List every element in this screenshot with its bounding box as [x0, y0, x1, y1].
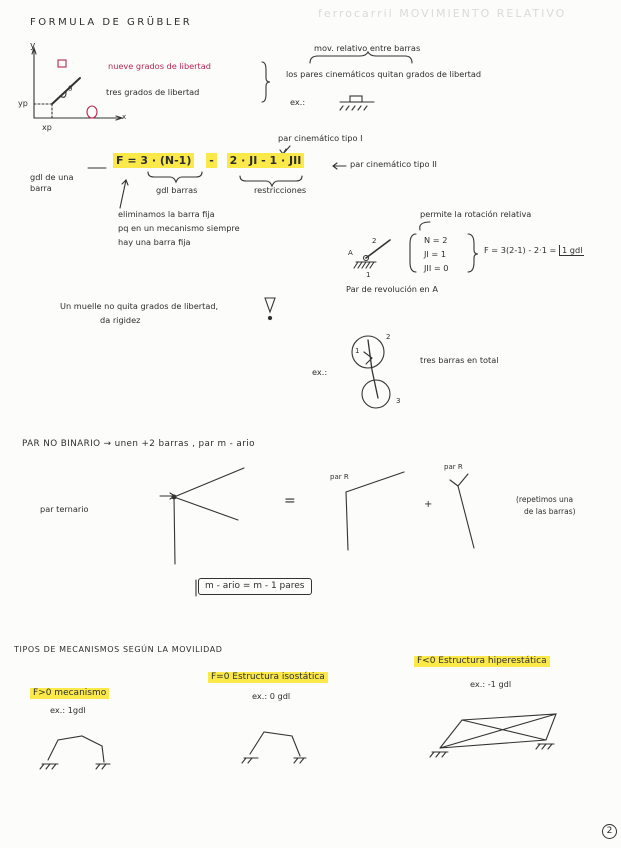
mechanism-sketch: [48, 736, 104, 762]
ternary-label: par ternario: [40, 504, 89, 514]
n-value: N = 2: [424, 235, 448, 245]
isostatic-label: F=0 Estructura isostática: [208, 672, 328, 683]
rotation-calc: [484, 246, 584, 254]
m-ary-rule: m - ario = m - 1 pares: [198, 578, 312, 595]
gruebler-formula: [113, 155, 304, 166]
label-1: 1: [366, 271, 371, 279]
ternary-bar-b: [174, 497, 238, 520]
nonbinary-title: PAR NO BINARIO → unen +2 barras , par m - ario: [22, 439, 255, 449]
repeat-note-1: (repetimos una: [516, 495, 574, 504]
hyperstatic-sketch: [440, 714, 556, 748]
bleed-text: ferrocarril MOVIMIENTO RELATIVO: [318, 7, 567, 20]
formula-core: F = 3 · (N-1): [113, 153, 194, 168]
example-label: ex.:: [290, 97, 306, 107]
fixed-note-1: eliminamos la barra fija: [118, 209, 215, 219]
page-number: [602, 824, 617, 839]
spring-n2: 2: [386, 333, 391, 341]
spring-n3: 3: [396, 397, 401, 405]
angle-label: θ: [68, 85, 73, 93]
three-bars-text: tres barras en total: [420, 355, 499, 365]
dof-bar-text: nueve grados de libertad: [108, 61, 211, 71]
pair-r-2: par R: [444, 463, 463, 471]
j2-value: JII = 0: [424, 263, 449, 273]
gdl-bar-text: gdl de una barra: [30, 172, 74, 194]
mechanism-example: ex.: 1gdl: [50, 705, 86, 715]
ternary-bar-c: [174, 497, 175, 564]
gdl-bars-label: gdl barras: [156, 185, 198, 195]
pairs-remove-text: los pares cinemáticos quitan grados de libertad: [286, 69, 482, 79]
spring-line-2: da rigidez: [100, 315, 141, 325]
isostatic-example: ex.: 0 gdl: [252, 691, 291, 701]
rotation-calc-expr: F = 3(2-1) - 2·1 =: [484, 245, 557, 255]
spring-example-label: ex.:: [312, 367, 328, 377]
equals-sign: =: [284, 493, 296, 509]
isostatic-sketch: [250, 732, 300, 756]
spring-n1: 1: [355, 347, 360, 355]
formula-minus: -: [206, 153, 217, 168]
page-title: FORMULA DE GRÜBLER: [30, 17, 193, 28]
revolute-bar: [366, 237, 390, 258]
fixed-note-2: pq en un mecanismo siempre: [118, 223, 240, 233]
rotation-allows: permite la rotación relativa: [420, 209, 532, 219]
pair-type1-text: par cinemático tipo I: [278, 133, 363, 143]
pair-a-text: Par de revolución en A: [346, 284, 438, 294]
xp-label: xp: [42, 123, 52, 132]
repeat-note-2: de las barras): [524, 507, 576, 516]
bar-link: [52, 78, 80, 104]
x-axis-label: x: [122, 113, 127, 121]
yp-label: yp: [18, 99, 28, 108]
restrictions-label: restricciones: [254, 185, 307, 195]
relative-motion-text: mov. relativo entre barras: [314, 43, 421, 53]
dof-three-text: tres grados de libertad: [106, 87, 200, 97]
fixed-note-3: hay una barra fija: [118, 237, 191, 247]
spring-line-1: Un muelle no quita grados de libertad,: [60, 301, 219, 311]
hyperstatic-label: F<0 Estructura hiperestática: [414, 656, 550, 667]
label-2: 2: [372, 237, 377, 245]
mechanism-label: F>0 mecanismo: [30, 688, 109, 699]
pair-r-1: par R: [330, 473, 349, 481]
hyperstatic-example: ex.: -1 gdl: [470, 679, 512, 689]
pair-type2-text: par cinemático tipo II: [350, 159, 437, 169]
rotation-result: 1 gdl: [559, 245, 584, 256]
y-axis-label: y: [30, 41, 36, 51]
formula-restrictions: 2 · JI - 1 · JII: [227, 153, 305, 168]
label-a: A: [348, 249, 353, 257]
page-number-circle: 2: [602, 824, 617, 839]
j1-value: JI = 1: [424, 249, 447, 259]
ternary-bar-a: [174, 468, 244, 497]
plus-sign: +: [424, 499, 433, 510]
types-title: TIPOS DE MECANISMOS SEGÚN LA MOVILIDAD: [14, 645, 223, 654]
